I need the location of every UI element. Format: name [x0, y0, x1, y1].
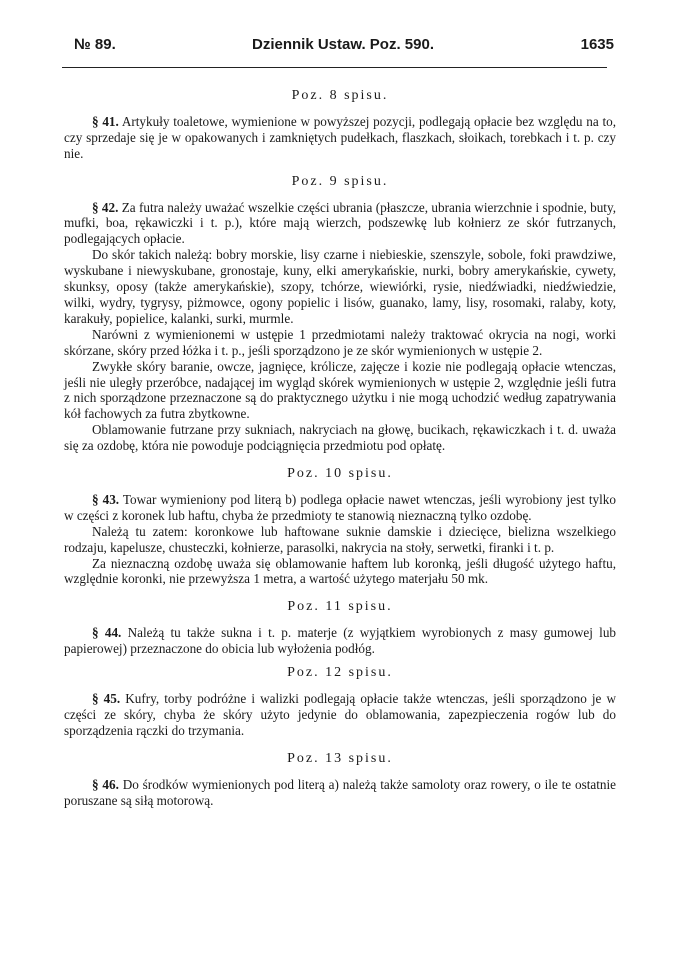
paragraph — [64, 524, 616, 556]
paragraph-text: Oblamowanie futrzane przy sukniach, nakryciach na głowę, bucikach, rękawiczkach i t. d. uważa się za ozdobę, która nie powoduje podciągnięcia przedmiotu pod opłatę. — [64, 422, 616, 454]
paragraph — [64, 492, 616, 524]
header-rule — [62, 67, 607, 68]
document-body — [64, 88, 616, 808]
section-mark: § 45. — [92, 691, 121, 706]
page-header — [62, 36, 614, 60]
paragraph — [64, 777, 616, 809]
paragraph-text: Do środków wymienionych pod literą a) należą także samoloty oraz rowery, o ile te ostatnie poruszane są siłą motorową. — [64, 776, 616, 808]
paragraph-text: Towar wymieniony pod literą b) podlega opłacie nawet wtenczas, jeśli wyrobiony jest tylko w części z koronek lub haftu, chyba że przedmioty te stanowią nieznaczną tylko ozdobę. — [64, 491, 616, 523]
section-heading: Poz. 12 spisu. — [287, 665, 393, 681]
paragraph-text: Za nieznaczną ozdobę uważa się oblamowanie haftem lub koronką, jeśli długość użytego haftu, względnie koronki, nie przewyższa 1 metra, a wartość użytego materjału 50 mk. — [64, 555, 616, 587]
section-mark: § 44. — [92, 625, 122, 641]
section-heading: Poz. 13 spisu. — [287, 750, 393, 766]
paragraph — [64, 247, 616, 327]
issue-number: № 89. — [74, 36, 116, 53]
paragraph-text: Zwykłe skóry baranie, owcze, jagnięce, królicze, zajęcze i kozie nie podlegają opłacie wtenczas, jeśli nie uległy przeróbce, nadającej im wygląd skórek wymienionych w ustępie 2, względnie jeśli futra z nich sporządzone przeznaczone są do praktycznego użytku i nie mogą uchodzić według zapatrywania kół fachowych za futra zbytkowne. — [64, 358, 616, 422]
paragraph — [64, 359, 616, 423]
section-mark: § 43. — [92, 491, 120, 507]
paragraph — [64, 625, 616, 657]
section-mark: § 42. — [92, 199, 119, 215]
section-heading: Poz. 9 spisu. — [291, 173, 389, 189]
paragraph — [64, 691, 616, 739]
paragraph — [64, 327, 616, 359]
journal-title: Dziennik Ustaw. Poz. 590. — [252, 36, 434, 53]
paragraph-text: Za futra należy uważać wszelkie części ubrania (płaszcze, ubrania wierzchnie i spodnie, buty, mufki, boa, rękawiczki i t. p.), które mają wierzch, podszewkę lub kołnierz ze skór futrzanych, podlegających opłacie. — [64, 199, 617, 247]
paragraph — [64, 422, 616, 454]
paragraph-text: Należą tu zatem: koronkowe lub haftowane suknie damskie i dziecięce, bielizna wszelkiego rodzaju, kapelusze, chusteczki, kołnierze, parasolki, nakrycia na stoły, serwetki, firanki i t. p. — [64, 523, 616, 555]
paragraph — [64, 556, 616, 588]
paragraph-text: Kufry, torby podróżne i walizki podlegają opłacie także wtenczas, jeśli sporządzono je w części ze skóry, chyba że skóry użyto jedynie do oblamowania, zapezpieczenia rogów lub do sporządzenia rączki do trzymania. — [64, 691, 617, 738]
paragraph — [64, 200, 616, 248]
paragraph-text: Artykuły toaletowe, wymienione w powyższej pozycji, podlegają opłacie bez względu na to, czy sprzedaje się je w opakowanych i zamkniętych pudełkach, flaszkach, słoikach, torebkach i t. p. czy nie. — [64, 113, 616, 161]
section-heading: Poz. 11 spisu. — [287, 599, 393, 615]
section-heading: Poz. 10 spisu. — [287, 466, 393, 482]
paragraph-text: Narówni z wymienionemi w ustępie 1 przedmiotami należy traktować okrycia na nogi, worki skórzane, skóry przed łóżka i t. p., jeśli sporządzono je ze skór wymienionych w ustępie 2. — [64, 326, 616, 358]
paragraph-text: Należą tu także sukna i t. p. materje (z wyjątkiem wyrobionych z masy gumowej lub papierowej) przeznaczone do obicia lub wyłożenia podłóg. — [64, 625, 617, 657]
page-number: 1635 — [580, 36, 614, 53]
section-heading: Poz. 8 spisu. — [291, 88, 389, 103]
section-mark: § 41. — [92, 113, 119, 129]
section-mark: § 46. — [92, 776, 119, 792]
paragraph — [64, 114, 616, 162]
paragraph-text: Do skór takich należą: bobry morskie, lisy czarne i niebieskie, szenszyle, sobole, foki prawdziwe, wyskubane i niewyskubane, gronostaje, kuny, elki amerykańskie, nurki, bobry amerykańskie, cywety, skunksy, oposy (także amerykańskie), szopy, tchórze, wiewiórki, rysie, niedźwiadki, niedźwiedzie, wilki, wydry, tygrysy, piżmowce, ogony popielic i lisów, guanako, lamy, lisy, rosomaki, ralaby, koty, karakuły, popielice, kalanki, surki, murmle. — [64, 247, 616, 326]
